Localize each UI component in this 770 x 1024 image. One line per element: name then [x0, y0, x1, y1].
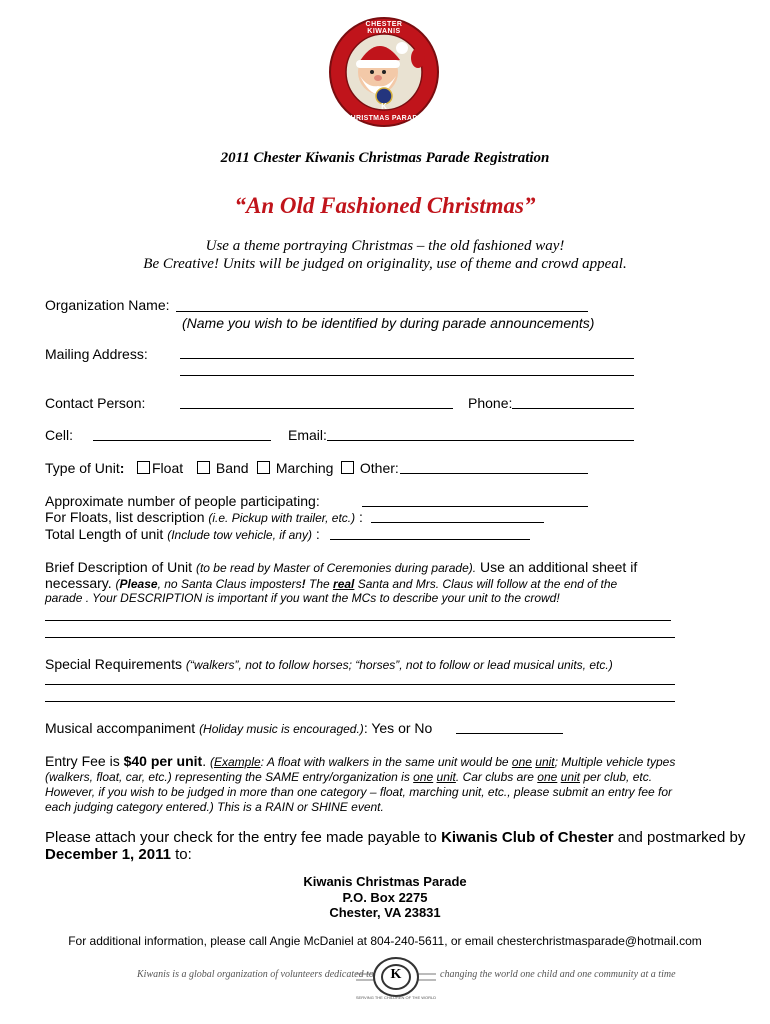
fee-line-2	[45, 770, 652, 784]
address-city: Chester, VA 23831	[329, 905, 441, 920]
length-label: Total Length of unit	[45, 526, 168, 542]
mailing-address-field-1[interactable]	[180, 358, 634, 359]
address-name: Kiwanis Christmas Parade	[303, 874, 467, 889]
music-answer-field[interactable]	[456, 733, 563, 734]
fee-l1a: (	[209, 755, 214, 769]
brief-please: Please	[119, 577, 158, 591]
marching-checkbox[interactable]	[257, 461, 270, 474]
cell-label: Cell:	[45, 427, 74, 443]
fee-l2c: per club, etc.	[580, 770, 653, 784]
brief-line2e: Santa and Mrs. Claus will follow at the end of the	[354, 577, 618, 591]
other-label: Other:	[359, 460, 399, 476]
floats-label: For Floats, list description	[45, 509, 209, 525]
fee-one3: one	[537, 770, 558, 784]
org-label: Organization Name:	[45, 297, 170, 313]
special-requirements-field-1[interactable]	[45, 684, 675, 685]
unit-option-other[interactable]	[341, 460, 399, 476]
brief-description-field-2[interactable]	[45, 637, 675, 638]
floats-row	[45, 509, 363, 525]
subtitle-line-1: Use a theme portraying Christmas – the old fashioned way!	[205, 238, 565, 254]
footer-emblem-ring: SERVING THE CHILDREN OF THE WORLD	[355, 995, 437, 1000]
special-row	[45, 656, 613, 672]
page-title: 2011 Chester Kiwanis Christmas Parade Registration	[220, 150, 550, 166]
brief-rest: Use an additional sheet if	[476, 559, 638, 575]
brief-line2d: The	[305, 577, 334, 591]
float-label: Float	[152, 460, 184, 476]
phone-field[interactable]	[512, 408, 634, 409]
floats-hint: (i.e. Pickup with trailer, etc.)	[208, 511, 356, 525]
unit-option-band[interactable]	[197, 460, 249, 476]
fee-one2: one	[413, 770, 434, 784]
payment-post: and postmarked by	[613, 829, 746, 846]
cell-field[interactable]	[93, 440, 271, 441]
contact-label: Contact Person:	[45, 395, 146, 411]
fee-unit3: unit	[560, 770, 581, 784]
music-row	[45, 720, 432, 736]
payment-pre: Please attach your check for the entry fee made payable to	[45, 829, 442, 846]
unit-type-row	[45, 460, 124, 476]
brief-line-2	[45, 575, 617, 591]
brief-hint: (to be read by Master of Ceremonies during parade).	[195, 561, 477, 575]
phone-label: Phone:	[468, 395, 513, 411]
special-hint: (“walkers”, not to follow horses; “horses”, not to follow or lead musical units, etc.)	[185, 658, 613, 672]
brief-real: real	[333, 577, 355, 591]
brief-line2b: (	[115, 577, 120, 591]
brief-line-3: parade . Your DESCRIPTION is important if you want the MCs to describe your unit to the crowd!	[45, 591, 560, 605]
fee-line-3: However, if you wish to be judged in more than one category – float, marching unit, etc., please submit an entry fee for	[45, 785, 673, 799]
fee-amount: $40 per unit	[123, 753, 203, 769]
fee-l2a: (walkers, float, car, etc.) representing the SAME entry/organization is	[45, 770, 414, 784]
mailing-label: Mailing Address:	[45, 346, 148, 362]
footer-emblem-letter: K	[390, 967, 402, 982]
fee-line-4: each judging category entered.) This is a RAIN or SHINE event.	[45, 800, 384, 814]
payment-line-1	[45, 829, 745, 846]
fee-one1: one	[511, 755, 532, 769]
unit-type-label: Type of Unit	[45, 460, 120, 476]
logo-ring-text-bottom: CHRISTMAS PARADE	[345, 115, 423, 122]
address-box: P.O. Box 2275	[342, 890, 428, 905]
other-unit-field[interactable]	[400, 473, 588, 474]
people-label: Approximate number of people participating:	[45, 493, 320, 509]
footer-right-text: changing the world one child and one community at a time	[440, 969, 676, 980]
contact-person-field[interactable]	[180, 408, 453, 409]
brief-line-1	[45, 559, 637, 575]
music-hint: (Holiday music is encouraged.)	[199, 722, 364, 736]
float-description-field[interactable]	[371, 522, 544, 523]
band-checkbox[interactable]	[197, 461, 210, 474]
music-rest: : Yes or No	[363, 720, 433, 736]
fee-unit1: unit	[535, 755, 555, 769]
special-label: Special Requirements	[45, 656, 186, 672]
other-checkbox[interactable]	[341, 461, 354, 474]
email-field[interactable]	[327, 440, 634, 441]
footer-left-text: Kiwanis is a global organization of volunteers dedicated to	[137, 969, 374, 980]
fee-pre: Entry Fee is	[45, 753, 124, 769]
length-row	[45, 526, 320, 542]
brief-label: Brief Description of Unit	[45, 559, 196, 575]
unit-type-colon: :	[119, 460, 125, 476]
email-label: Email:	[288, 427, 327, 443]
fee-example: Example	[213, 755, 261, 769]
org-hint: (Name you wish to be identified by during parade announcements)	[182, 315, 595, 331]
float-checkbox[interactable]	[137, 461, 150, 474]
length-hint: (Include tow vehicle, if any)	[167, 528, 312, 542]
fee-l2b: . Car clubs are	[455, 770, 538, 784]
fee-l1b: : A float with walkers in the same unit would be	[260, 755, 512, 769]
fee-unit2: unit	[436, 770, 456, 784]
band-label: Band	[215, 460, 249, 476]
brief-excl: !	[301, 577, 306, 591]
special-requirements-field-2[interactable]	[45, 701, 675, 702]
logo-ring-text-top: CHESTER KIWANIS	[365, 21, 403, 35]
subtitle-line-2: Be Creative! Units will be judged on originality, use of theme and crowd appeal.	[143, 256, 627, 272]
marching-label: Marching	[275, 460, 334, 476]
music-label: Musical accompaniment	[45, 720, 200, 736]
logo-emblem-letter: K	[381, 102, 387, 111]
fee-l1c: ; Multiple vehicle types	[554, 755, 676, 769]
payment-line-2	[45, 846, 192, 863]
unit-length-field[interactable]	[330, 539, 530, 540]
payment-to: to:	[170, 846, 192, 863]
unit-option-float[interactable]	[137, 460, 183, 476]
fee-dot: .	[202, 753, 210, 769]
unit-option-marching[interactable]	[257, 460, 333, 476]
parade-logo	[328, 12, 440, 130]
payment-date: December 1, 2011	[45, 846, 171, 863]
length-colon: :	[311, 526, 320, 542]
theme-title: “An Old Fashioned Christmas”	[234, 193, 536, 218]
contact-info: For additional information, please call Angie McDaniel at 804-240-5611, or email chesterchristmasparade@hotmail.com	[68, 934, 702, 948]
brief-line2a: necessary.	[45, 575, 116, 591]
mailing-address-field-2[interactable]	[180, 375, 634, 376]
org-name-field[interactable]	[176, 311, 588, 312]
payment-payee: Kiwanis Club of Chester	[441, 829, 614, 846]
fee-line-1	[45, 753, 675, 769]
floats-colon: :	[355, 509, 363, 525]
brief-line2c: , no Santa Claus imposters	[157, 577, 302, 591]
brief-description-field-1[interactable]	[45, 620, 671, 621]
footer-emblem	[356, 956, 436, 1002]
people-count-field[interactable]	[362, 506, 588, 507]
